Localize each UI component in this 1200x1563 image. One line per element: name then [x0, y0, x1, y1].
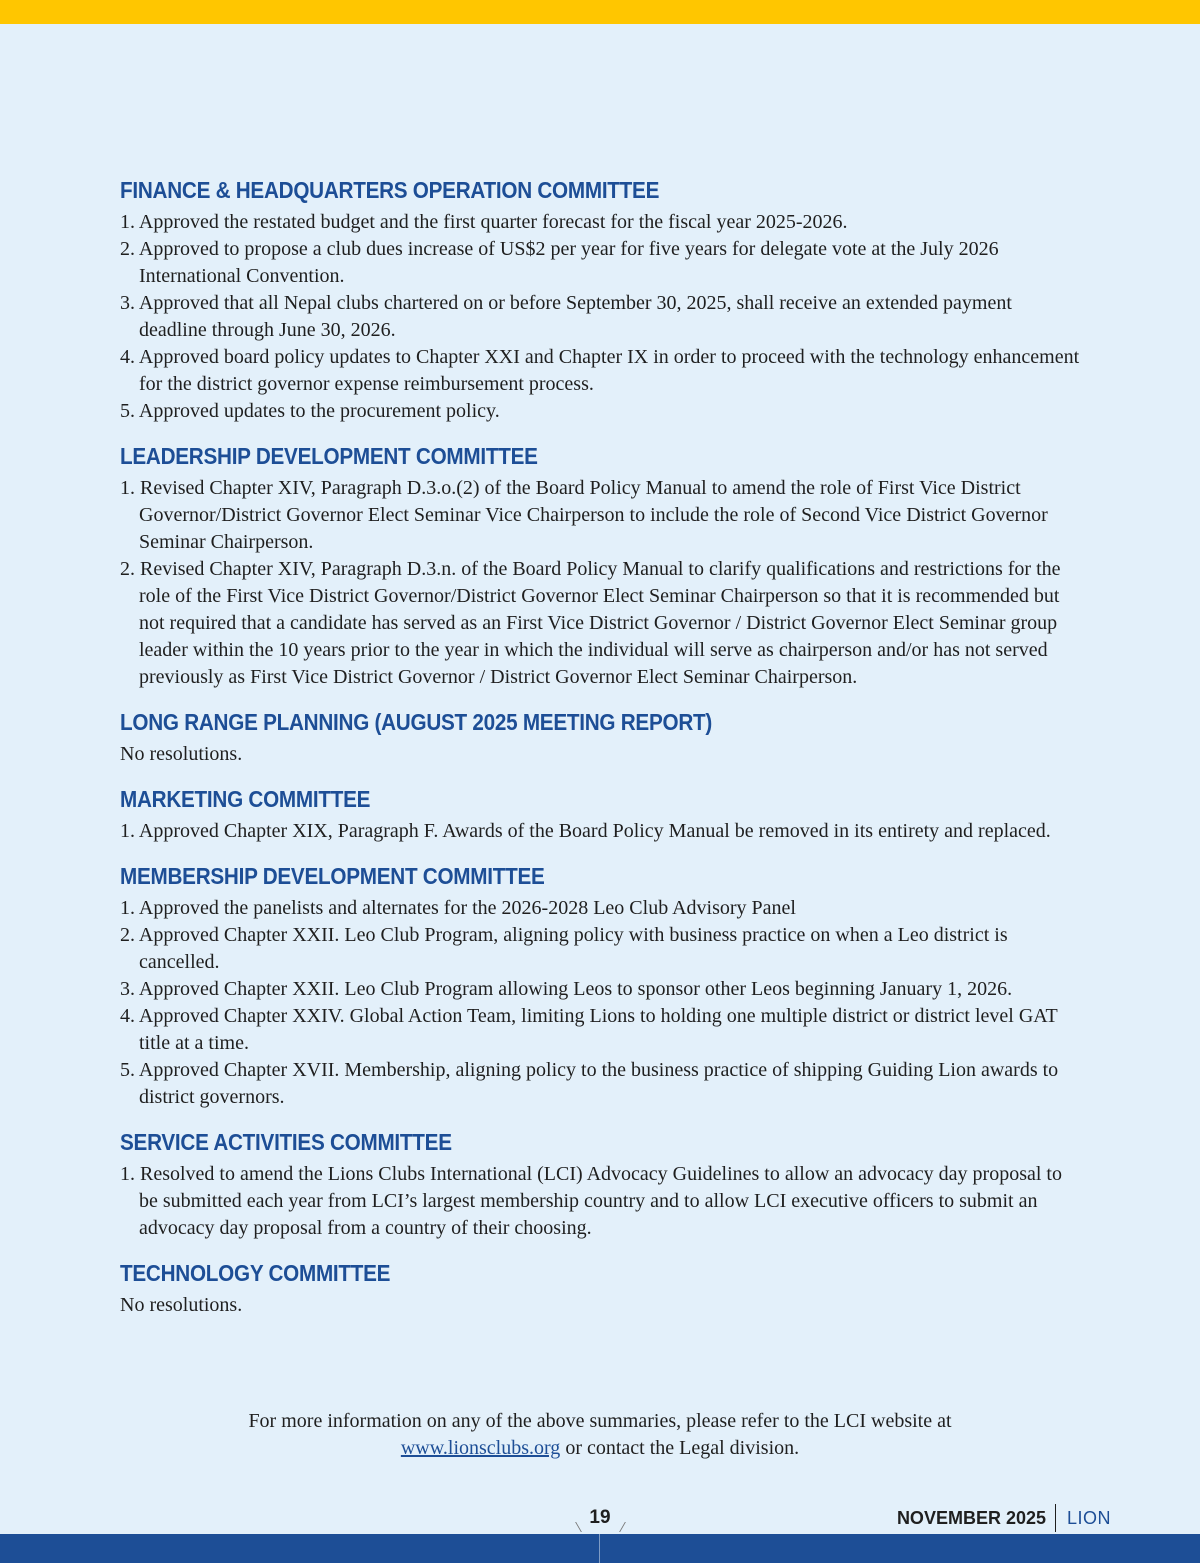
section-heading: TECHNOLOGY COMMITTEE [120, 1260, 391, 1286]
item-list [120, 895, 1080, 1111]
lions-website-link[interactable]: www.lionsclubs.org [400, 1437, 561, 1459]
section-marketing [120, 786, 1080, 845]
section-service-activities [120, 1129, 1080, 1242]
item-list [120, 209, 1080, 425]
section-heading: LEADERSHIP DEVELOPMENT COMMITTEE [120, 443, 538, 469]
resolutions-content [120, 177, 1080, 1337]
section-heading: SERVICE ACTIVITIES COMMITTEE [120, 1129, 452, 1155]
footer-divider [1055, 1504, 1056, 1532]
list-item: 3. Approved Chapter XXII. Leo Club Program allowing Leos to sponsor other Leos beginning January 1, 2026. [120, 978, 1013, 1000]
item-list [120, 818, 1080, 845]
section-heading: LONG RANGE PLANNING (AUGUST 2025 MEETING REPORT) [120, 709, 713, 735]
more-info-note [120, 1408, 1080, 1462]
list-item: 1. Approved the panelists and alternates for the 2026-2028 Leo Club Advisory Panel [120, 897, 796, 919]
item-list [120, 1161, 1080, 1242]
top-accent-bar [0, 0, 1200, 24]
list-item: 1. Resolved to amend the Lions Clubs International (LCI) Advocacy Guidelines to allow an advocacy day proposal to be submitted each year from LCI’s largest membership country and to allow LCI executive officers to submit an advocacy day proposal from a country of their choosing. [120, 1163, 1062, 1239]
list-item: 2. Revised Chapter XIV, Paragraph D.3.n. of the Board Policy Manual to clarify qualifications and restrictions for the role of the First Vice District Governor/District Governor Elect Seminar Chairperson so that it is recommended but not required that a candidate has served as an First Vice District Governor / District Governor Elect Seminar group leader within the 10 years prior to the year in which the individual will serve as chairperson and/or has not served previously as First Vice District Governor / District Governor Elect Seminar Chairperson. [120, 558, 1061, 688]
section-heading: MARKETING COMMITTEE [120, 786, 371, 812]
magazine-brand: LION [1067, 1508, 1112, 1528]
list-item: 4. Approved Chapter XXIV. Global Action Team, limiting Lions to holding one multiple district or district level GAT title at a time. [120, 1005, 1058, 1054]
section-membership [120, 863, 1080, 1111]
list-item: 3. Approved that all Nepal clubs chartered on or before September 30, 2025, shall receive an extended payment deadline through June 30, 2026. [120, 292, 1012, 341]
more-info-text: For more information on any of the above summaries, please refer to the LCI website at [248, 1410, 952, 1432]
section-technology [120, 1260, 1080, 1319]
section-heading: FINANCE & HEADQUARTERS OPERATION COMMITTEE [120, 177, 660, 203]
issue-date: NOVEMBER 2025 [896, 1508, 1046, 1528]
section-heading: MEMBERSHIP DEVELOPMENT COMMITTEE [120, 863, 545, 889]
section-long-range-planning [120, 709, 1080, 768]
list-item: 4. Approved board policy updates to Chapter XXI and Chapter IX in order to proceed with the technology enhancement for the district governor expense reimbursement process. [120, 346, 1080, 395]
page-number: 19 [589, 1507, 611, 1528]
list-item: 5. Approved updates to the procurement policy. [120, 400, 500, 422]
bottom-accent-bar [0, 1534, 1200, 1563]
section-finance [120, 177, 1080, 425]
list-item: 5. Approved Chapter XVII. Membership, aligning policy to the business practice of shipping Guiding Lion awards to district governors. [120, 1059, 1059, 1108]
section-leadership [120, 443, 1080, 691]
no-resolutions-text: No resolutions. [120, 1294, 243, 1316]
list-item: 1. Approved Chapter XIX, Paragraph F. Awards of the Board Policy Manual be removed in its entirety and replaced. [120, 820, 1051, 842]
list-item: 2. Approved to propose a club dues increase of US$2 per year for five years for delegate vote at the July 2026 International Convention. [120, 238, 999, 287]
list-item: 1. Approved the restated budget and the first quarter forecast for the fiscal year 2025-2026. [120, 211, 848, 233]
contact-legal-text: or contact the Legal division. [560, 1437, 800, 1459]
list-item: 1. Revised Chapter XIV, Paragraph D.3.o.(2) of the Board Policy Manual to amend the role of First Vice District Governor/District Governor Elect Seminar Vice Chairperson to include the role of Second Vice District Governor Seminar Chairperson. [120, 477, 1048, 553]
spine-line [599, 1534, 600, 1563]
no-resolutions-text: No resolutions. [120, 743, 243, 765]
list-item: 2. Approved Chapter XXII. Leo Club Program, aligning policy with business practice on when a Leo district is cancelled. [120, 924, 1008, 973]
item-list [120, 475, 1080, 691]
